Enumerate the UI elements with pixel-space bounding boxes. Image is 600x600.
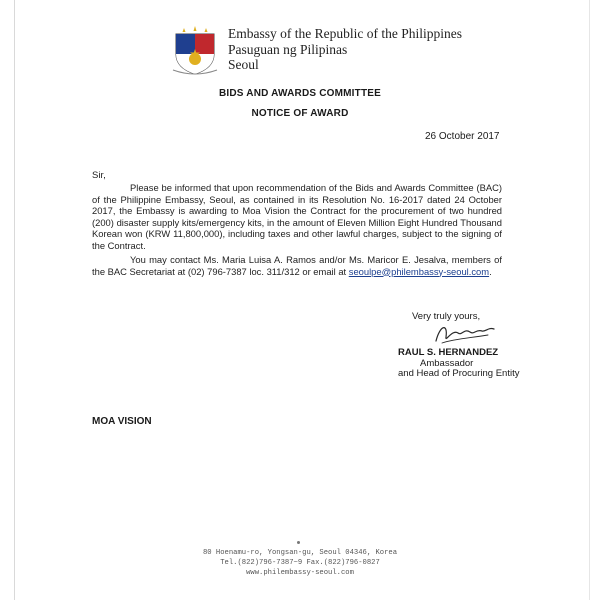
- signatory-name: RAUL S. HERNANDEZ: [398, 347, 499, 358]
- notice-heading: NOTICE OF AWARD: [251, 108, 349, 119]
- letterhead: [228, 26, 462, 73]
- footer-website: www.philembassy-seoul.com: [246, 569, 354, 577]
- embassy-name-en: Embassy of the Republic of the Philippines: [228, 26, 462, 41]
- footer-phone: Tel.(822)796-7387~9 Fax.(822)796-0827: [220, 559, 380, 567]
- committee-heading: BIDS AND AWARDS COMMITTEE: [218, 88, 382, 99]
- embassy-name-fil: Pasuguan ng Pilipinas: [228, 41, 348, 57]
- closing: Very truly yours,: [412, 311, 481, 322]
- handwritten-signature: [430, 319, 500, 349]
- signatory-title: Ambassador: [420, 358, 474, 369]
- footer-address: 80 Hoenamu-ro, Yongsan-gu, Seoul 04346, Korea: [202, 549, 398, 557]
- award-paragraph: Please be informed that upon recommendation of the Bids and Awards Committee (BAC) of the Philippine Embassy, Seoul, as contained in its Resolution No. 16-2017 dated 24 October 2017, the Embassy is awarding to Moa Vision the Contract for the procurement of two hundred (200) disaster supply kits/emergency kits, in the amount of Eleven Million Eight Hundred Thousand Korean won (KRW 11,800,000), including taxes and other lawful charges, subject to the signing of the Contract.: [92, 182, 502, 251]
- contact-text: You may contact Ms. Maria Luisa A. Ramos and/or Ms. Maricor E. Jesalva, members of the BAC Secretariat at (02) 796-7387 loc. 311/312 or email at: [92, 254, 502, 277]
- contact-end: .: [489, 265, 492, 277]
- footer-ornament: [297, 541, 300, 544]
- contact-paragraph: [92, 254, 502, 277]
- email-link[interactable]: seoulpe@philembassy-seoul.com: [348, 265, 490, 277]
- salutation: Sir,: [92, 170, 106, 181]
- recipient-name: MOA VISION: [92, 416, 152, 427]
- letter-date: 26 October 2017: [425, 131, 500, 142]
- embassy-city: Seoul: [228, 57, 259, 72]
- signatory-role: and Head of Procuring Entity: [398, 368, 520, 379]
- philippine-seal-icon: [170, 26, 220, 76]
